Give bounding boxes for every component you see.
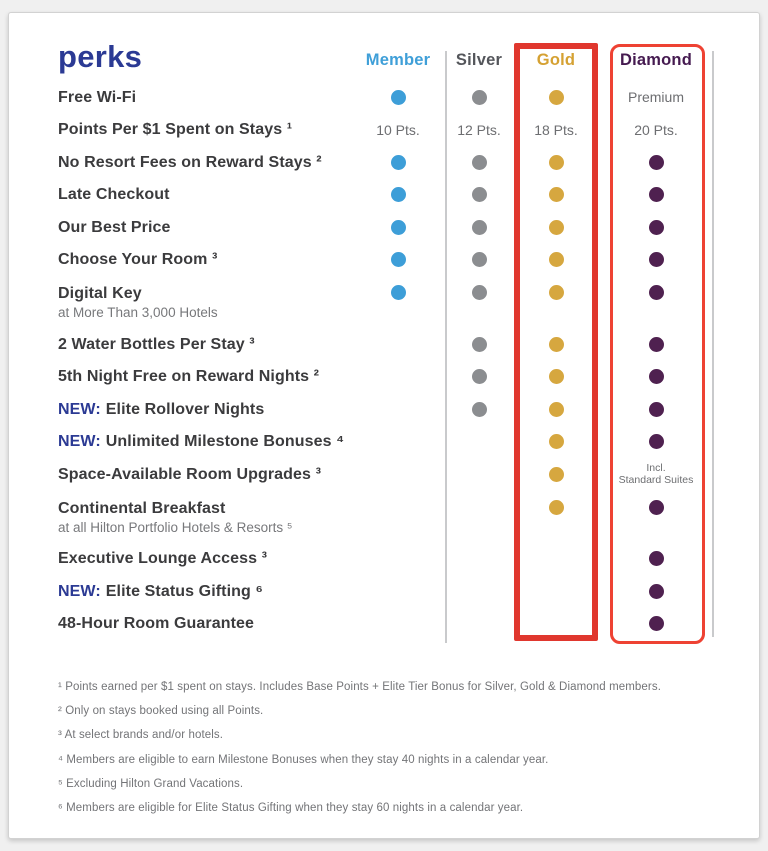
benefit-row bbox=[9, 491, 760, 543]
benefit-row bbox=[9, 361, 760, 394]
benefit-row bbox=[9, 179, 760, 212]
benefit-cell-silver bbox=[446, 285, 512, 300]
benefit-label bbox=[9, 285, 350, 321]
diamond-dot bbox=[649, 337, 664, 352]
benefit-row bbox=[9, 276, 760, 328]
footnote-line: ⁵ Excluding Hilton Grand Vacations. bbox=[58, 777, 244, 790]
footnote-line: ⁴ Members are eligible to earn Milestone Bonuses when they stay 40 nights in a calendar year. bbox=[58, 753, 549, 766]
gold-dot bbox=[549, 402, 564, 417]
benefit-label-text: Space-Available Room Upgrades ³ bbox=[58, 465, 322, 483]
benefit-cell-silver bbox=[446, 90, 512, 105]
benefit-cell-member bbox=[350, 220, 446, 235]
silver-dot bbox=[472, 220, 487, 235]
diamond-dot bbox=[649, 187, 664, 202]
benefit-label bbox=[9, 466, 350, 483]
perks-comparison-table bbox=[9, 40, 760, 640]
new-badge: NEW: bbox=[58, 400, 101, 418]
diamond-dot bbox=[649, 500, 664, 515]
new-badge: NEW: bbox=[58, 582, 101, 600]
benefit-label-line bbox=[58, 89, 350, 106]
benefit-cell-diamond bbox=[600, 584, 712, 599]
footnote-line: ² Only on stays booked using all Points. bbox=[58, 705, 264, 718]
benefit-label-line bbox=[58, 285, 350, 302]
benefit-label-line bbox=[58, 615, 350, 632]
silver-dot bbox=[472, 155, 487, 170]
benefit-cell-silver bbox=[446, 252, 512, 267]
gold-dot bbox=[549, 187, 564, 202]
member-dot bbox=[391, 155, 406, 170]
gold-dot bbox=[549, 90, 564, 105]
benefit-label bbox=[9, 219, 350, 236]
benefit-label bbox=[9, 615, 350, 632]
benefit-cell-text: 10 Pts. bbox=[376, 121, 420, 138]
benefit-label bbox=[9, 186, 350, 203]
benefit-cell-member bbox=[350, 122, 446, 138]
tier-header-row bbox=[9, 40, 760, 81]
tier-header-cell-member bbox=[350, 51, 446, 70]
benefit-label-text: 5th Night Free on Reward Nights ² bbox=[58, 368, 320, 386]
diamond-dot bbox=[649, 434, 664, 449]
benefit-cell-diamond bbox=[600, 500, 712, 515]
benefit-cell-diamond bbox=[600, 122, 712, 138]
benefit-cell-gold bbox=[512, 220, 600, 235]
benefit-cell-gold bbox=[512, 122, 600, 138]
silver-dot bbox=[472, 187, 487, 202]
benefit-label-text: Choose Your Room ³ bbox=[58, 251, 218, 269]
benefit-label-line bbox=[58, 433, 350, 450]
gold-dot bbox=[549, 155, 564, 170]
benefit-row bbox=[9, 458, 760, 491]
benefit-label-text: Unlimited Milestone Bonuses ⁴ bbox=[105, 433, 345, 451]
gold-dot bbox=[549, 220, 564, 235]
perks-title: perks bbox=[58, 39, 143, 74]
member-dot bbox=[391, 252, 406, 267]
diamond-dot bbox=[649, 285, 664, 300]
benefit-cell-member bbox=[350, 285, 446, 300]
member-dot bbox=[391, 220, 406, 235]
benefit-subtitle: at all Hilton Portfolio Hotels & Resorts ⁵ bbox=[58, 519, 293, 535]
benefit-cell-text: Premium bbox=[627, 89, 684, 106]
benefit-cell-gold bbox=[512, 90, 600, 105]
benefit-cell-gold bbox=[512, 285, 600, 300]
benefit-label bbox=[9, 550, 350, 567]
benefit-label-line bbox=[58, 466, 350, 483]
benefit-row bbox=[9, 608, 760, 641]
benefit-cell-gold bbox=[512, 252, 600, 267]
member-dot bbox=[391, 285, 406, 300]
gold-dot bbox=[549, 337, 564, 352]
benefit-cell-member bbox=[350, 155, 446, 170]
benefit-cell-silver bbox=[446, 402, 512, 417]
benefit-label-line bbox=[58, 154, 350, 171]
benefit-cell-member bbox=[350, 90, 446, 105]
benefit-cell-silver bbox=[446, 337, 512, 352]
benefit-cell-diamond bbox=[600, 187, 712, 202]
benefit-cell-member bbox=[350, 187, 446, 202]
benefit-row bbox=[9, 575, 760, 608]
benefit-cell-text: 18 Pts. bbox=[534, 121, 578, 138]
benefit-row bbox=[9, 426, 760, 459]
benefit-cell-text: Incl. Standard Suites bbox=[618, 461, 694, 487]
benefit-row bbox=[9, 146, 760, 179]
benefit-label-text: Points Per $1 Spent on Stays ¹ bbox=[58, 121, 293, 139]
diamond-dot bbox=[649, 155, 664, 170]
benefit-label bbox=[9, 368, 350, 385]
benefit-cell-gold bbox=[512, 187, 600, 202]
benefit-label-line bbox=[58, 550, 350, 567]
benefit-label-text: Executive Lounge Access ³ bbox=[58, 550, 268, 568]
benefit-label-line bbox=[58, 336, 350, 353]
benefit-cell-diamond bbox=[600, 89, 712, 105]
benefit-label bbox=[9, 401, 350, 418]
benefit-cell-diamond bbox=[600, 369, 712, 384]
benefit-cell-text: 20 Pts. bbox=[634, 121, 678, 138]
perks-card bbox=[8, 12, 760, 839]
benefit-row bbox=[9, 114, 760, 147]
benefit-label-line bbox=[58, 219, 350, 236]
silver-dot bbox=[472, 285, 487, 300]
gold-dot bbox=[549, 434, 564, 449]
benefit-label-text: Elite Rollover Nights bbox=[105, 400, 265, 418]
tier-header-label-gold: Gold bbox=[536, 51, 576, 69]
tier-header-label-member: Member bbox=[365, 51, 431, 69]
benefit-label-text: Free Wi-Fi bbox=[58, 88, 137, 106]
silver-dot bbox=[472, 337, 487, 352]
benefit-label bbox=[9, 583, 350, 600]
diamond-dot bbox=[649, 551, 664, 566]
benefit-row bbox=[9, 244, 760, 277]
benefit-cell-diamond bbox=[600, 616, 712, 631]
benefit-label-line bbox=[58, 251, 350, 268]
benefit-cell-diamond bbox=[600, 337, 712, 352]
benefit-label-text: Late Checkout bbox=[58, 186, 170, 204]
benefit-row bbox=[9, 543, 760, 576]
member-dot bbox=[391, 90, 406, 105]
gold-dot bbox=[549, 285, 564, 300]
member-dot bbox=[391, 187, 406, 202]
benefit-cell-diamond bbox=[600, 285, 712, 300]
benefit-row bbox=[9, 81, 760, 114]
benefit-label-line bbox=[58, 121, 350, 138]
benefit-cell-silver bbox=[446, 187, 512, 202]
diamond-dot bbox=[649, 252, 664, 267]
tier-header-label-diamond: Diamond bbox=[620, 51, 692, 69]
tier-header-label-silver: Silver bbox=[455, 51, 503, 69]
silver-dot bbox=[472, 369, 487, 384]
diamond-dot bbox=[649, 220, 664, 235]
benefit-cell-diamond bbox=[600, 220, 712, 235]
benefit-cell-diamond bbox=[600, 551, 712, 566]
benefit-label-text: Digital Key bbox=[58, 285, 142, 302]
benefit-label bbox=[9, 89, 350, 106]
benefit-row bbox=[9, 328, 760, 361]
benefit-label bbox=[9, 336, 350, 353]
new-badge: NEW: bbox=[58, 433, 101, 451]
benefit-label-text: 48-Hour Room Guarantee bbox=[58, 615, 255, 633]
benefit-label-line bbox=[58, 401, 350, 418]
benefit-cell-gold bbox=[512, 434, 600, 449]
benefit-cell-gold bbox=[512, 337, 600, 352]
benefit-label bbox=[9, 500, 350, 536]
benefit-cell-diamond bbox=[600, 462, 712, 487]
benefit-cell-diamond bbox=[600, 252, 712, 267]
benefit-cell-diamond bbox=[600, 402, 712, 417]
diamond-dot bbox=[649, 616, 664, 631]
footnote-line: ¹ Points earned per $1 spent on stays. Includes Base Points + Elite Tier Bonus for Silver, Gold & Diamond members. bbox=[58, 681, 661, 693]
gold-dot bbox=[549, 369, 564, 384]
diamond-dot bbox=[649, 369, 664, 384]
benefit-cell-gold bbox=[512, 402, 600, 417]
benefit-cell-gold bbox=[512, 155, 600, 170]
benefit-label-text: Continental Breakfast bbox=[58, 499, 226, 517]
benefit-row bbox=[9, 393, 760, 426]
benefit-label-line bbox=[58, 368, 350, 385]
benefit-cell-gold bbox=[512, 500, 600, 515]
benefit-cell-diamond bbox=[600, 155, 712, 170]
benefit-label-line bbox=[58, 186, 350, 203]
benefit-label-text: 2 Water Bottles Per Stay ³ bbox=[58, 335, 255, 353]
benefit-label bbox=[9, 121, 350, 138]
benefit-label-text: Elite Status Gifting ⁶ bbox=[105, 582, 263, 600]
benefit-label-line bbox=[58, 583, 350, 600]
silver-dot bbox=[472, 252, 487, 267]
benefit-cell-member bbox=[350, 252, 446, 267]
benefit-cell-silver bbox=[446, 155, 512, 170]
benefit-label bbox=[9, 154, 350, 171]
benefit-label-text: Our Best Price bbox=[58, 218, 171, 236]
benefit-cell-silver bbox=[446, 369, 512, 384]
tier-header-cell-silver bbox=[446, 51, 512, 70]
benefit-label bbox=[9, 251, 350, 268]
benefit-label-line bbox=[58, 500, 350, 517]
benefit-cell-text: 12 Pts. bbox=[457, 121, 501, 138]
tier-header-cell-diamond bbox=[600, 51, 712, 70]
benefit-label bbox=[9, 433, 350, 450]
gold-dot bbox=[549, 500, 564, 515]
tier-header-cell-gold bbox=[512, 51, 600, 70]
benefit-row bbox=[9, 211, 760, 244]
footnotes bbox=[58, 675, 748, 820]
benefit-cell-silver bbox=[446, 220, 512, 235]
diamond-dot bbox=[649, 584, 664, 599]
silver-dot bbox=[472, 90, 487, 105]
benefit-label-text: No Resort Fees on Reward Stays ² bbox=[58, 153, 322, 171]
benefit-cell-diamond bbox=[600, 434, 712, 449]
footnote-line: ⁶ Members are eligible for Elite Status Gifting when they stay 60 nights in a calendar year. bbox=[58, 802, 524, 815]
footnote-line: ³ At select brands and/or hotels. bbox=[58, 729, 224, 742]
benefit-cell-silver bbox=[446, 122, 512, 138]
gold-dot bbox=[549, 467, 564, 482]
gold-dot bbox=[549, 252, 564, 267]
benefit-subtitle: at More Than 3,000 Hotels bbox=[58, 305, 218, 320]
silver-dot bbox=[472, 402, 487, 417]
diamond-dot bbox=[649, 402, 664, 417]
benefit-cell-gold bbox=[512, 369, 600, 384]
benefit-cell-gold bbox=[512, 467, 600, 482]
